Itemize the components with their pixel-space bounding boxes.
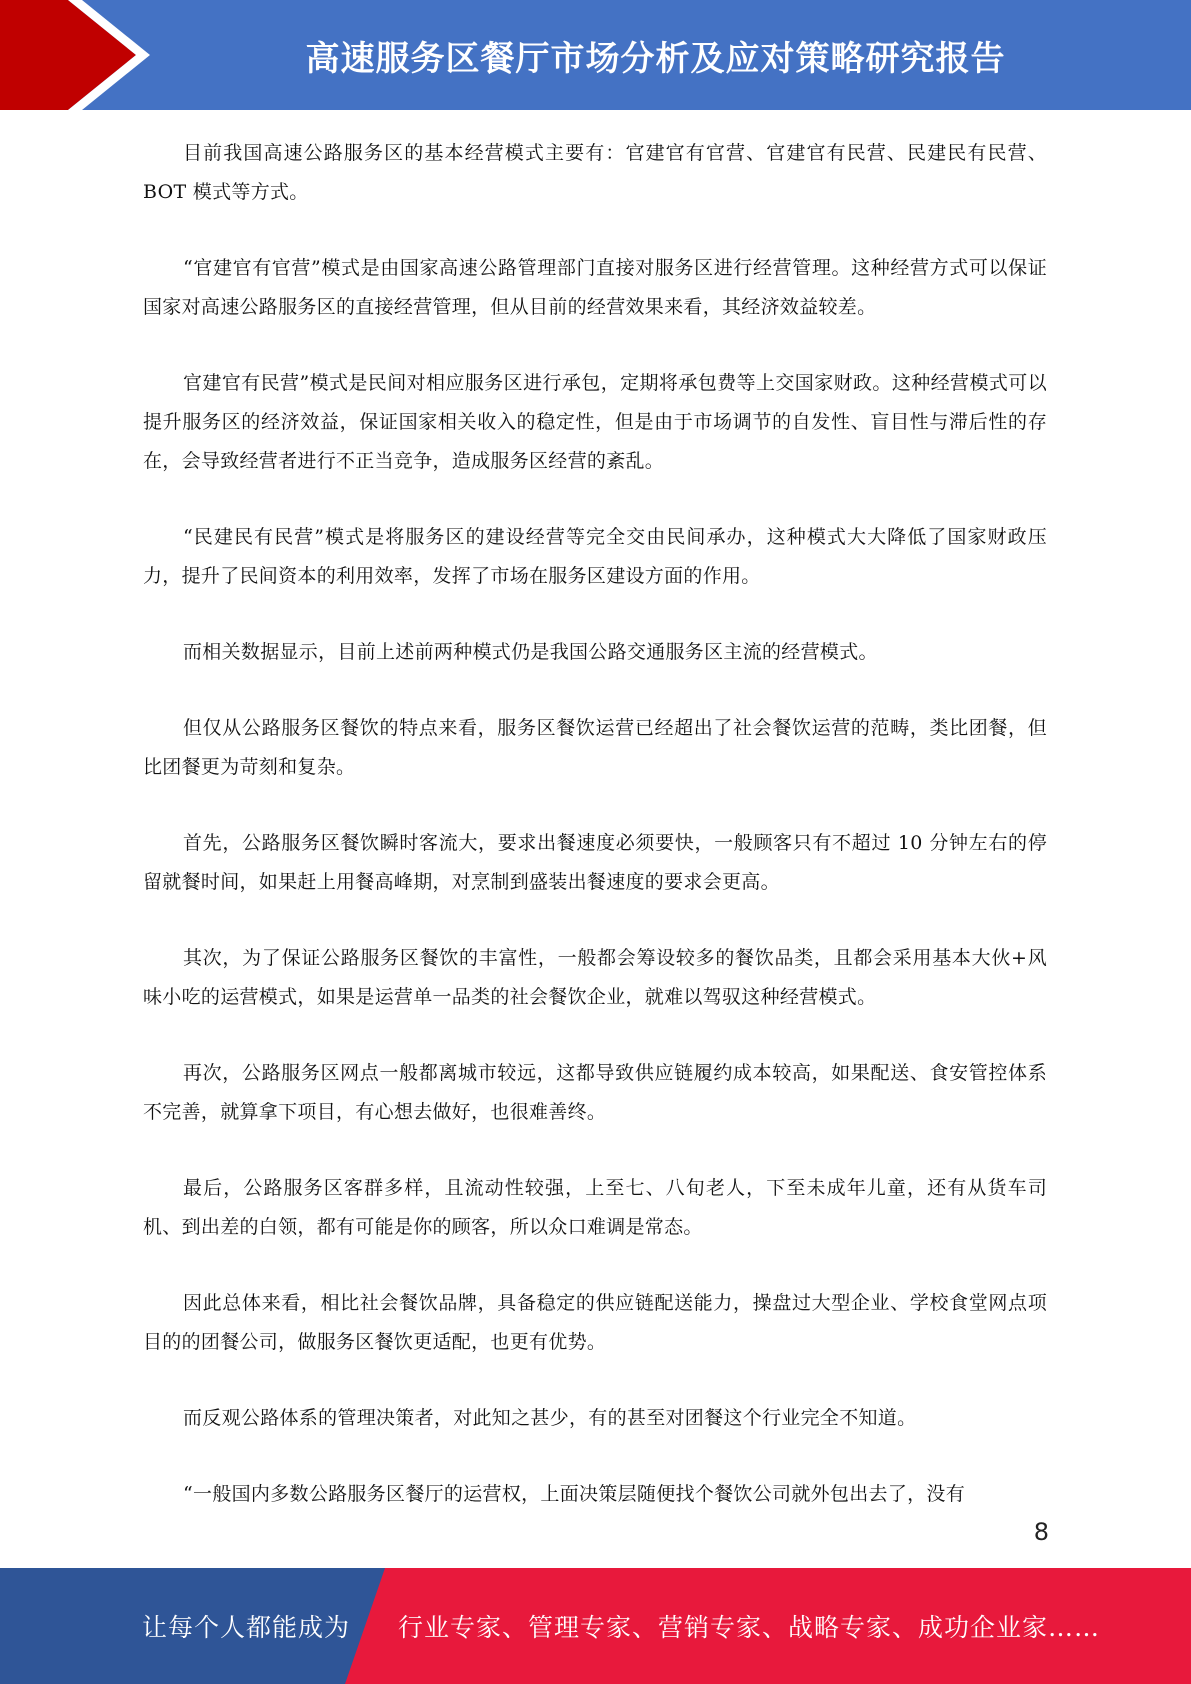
- paragraph: 但仅从公路服务区餐饮的特点来看，服务区餐饮运营已经超出了社会餐饮运营的范畴，类比团餐，但比团餐更为苛刻和复杂。: [143, 717, 1047, 778]
- footer-slogan-left: 让每个人都能成为: [142, 1613, 351, 1642]
- paragraph: “官建官有官营”模式是由国家高速公路管理部门直接对服务区进行经营管理。这种经营方式可以保证国家对高速公路服务区的直接经营管理，但从目前的经营效果来看，其经济效益较差。: [143, 257, 1047, 318]
- paragraph: 因此总体来看，相比社会餐饮品牌，具备稳定的供应链配送能力，操盘过大型企业、学校食堂网点项目的的团餐公司，做服务区餐饮更适配，也更有优势。: [143, 1292, 1047, 1353]
- paragraph: “民建民有民营”模式是将服务区的建设经营等完全交由民间承办，这种模式大大降低了国家财政压力，提升了民间资本的利用效率，发挥了市场在服务区建设方面的作用。: [143, 526, 1047, 587]
- page-number: 8: [1033, 1518, 1049, 1546]
- paragraph: 目前我国高速公路服务区的基本经营模式主要有：官建官有官营、官建官有民营、民建民有民营、BOT 模式等方式。: [143, 142, 1047, 203]
- paragraph: 而相关数据显示，目前上述前两种模式仍是我国公路交通服务区主流的经营模式。: [183, 641, 878, 663]
- paragraph: 其次，为了保证公路服务区餐饮的丰富性，一般都会筹设较多的餐饮品类，且都会采用基本大伙+风味小吃的运营模式，如果是运营单一品类的社会餐饮企业，就难以驾驭这种经营模式。: [143, 947, 1047, 1008]
- page-footer: [0, 1568, 1191, 1684]
- paragraph: “一般国内多数公路服务区餐厅的运营权，上面决策层随便找个餐饮公司就外包出去了，没有: [183, 1483, 966, 1505]
- paragraph: 而反观公路体系的管理决策者，对此知之甚少，有的甚至对团餐这个行业完全不知道。: [183, 1407, 917, 1429]
- paragraph: 再次，公路服务区网点一般都离城市较远，这都导致供应链履约成本较高，如果配送、食安管控体系不完善，就算拿下项目，有心想去做好，也很难善终。: [143, 1062, 1047, 1123]
- paragraph: 官建官有民营”模式是民间对相应服务区进行承包，定期将承包费等上交国家财政。这种经营模式可以提升服务区的经济效益，保证国家相关收入的稳定性，但是由于市场调节的自发性、盲目性与滞后性的存在，会导致经营者进行不正当竞争，造成服务区经营的紊乱。: [143, 372, 1047, 472]
- paragraph: 最后，公路服务区客群多样，且流动性较强，上至七、八旬老人，下至未成年儿童，还有从货车司机、到出差的白领，都有可能是你的顾客，所以众口难调是常态。: [143, 1177, 1047, 1238]
- paragraph: 首先，公路服务区餐饮瞬时客流大，要求出餐速度必须要快，一般顾客只有不超过 10 分钟左右的停留就餐时间，如果赶上用餐高峰期，对烹制到盛装出餐速度的要求会更高。: [143, 832, 1047, 893]
- report-body: [143, 134, 1047, 1551]
- report-title: 高速服务区餐厅市场分析及应对策略研究报告: [305, 38, 1006, 79]
- footer-slogan-right: 行业专家、管理专家、营销专家、战略专家、成功企业家……: [398, 1613, 1101, 1642]
- page-header: [0, 0, 1191, 110]
